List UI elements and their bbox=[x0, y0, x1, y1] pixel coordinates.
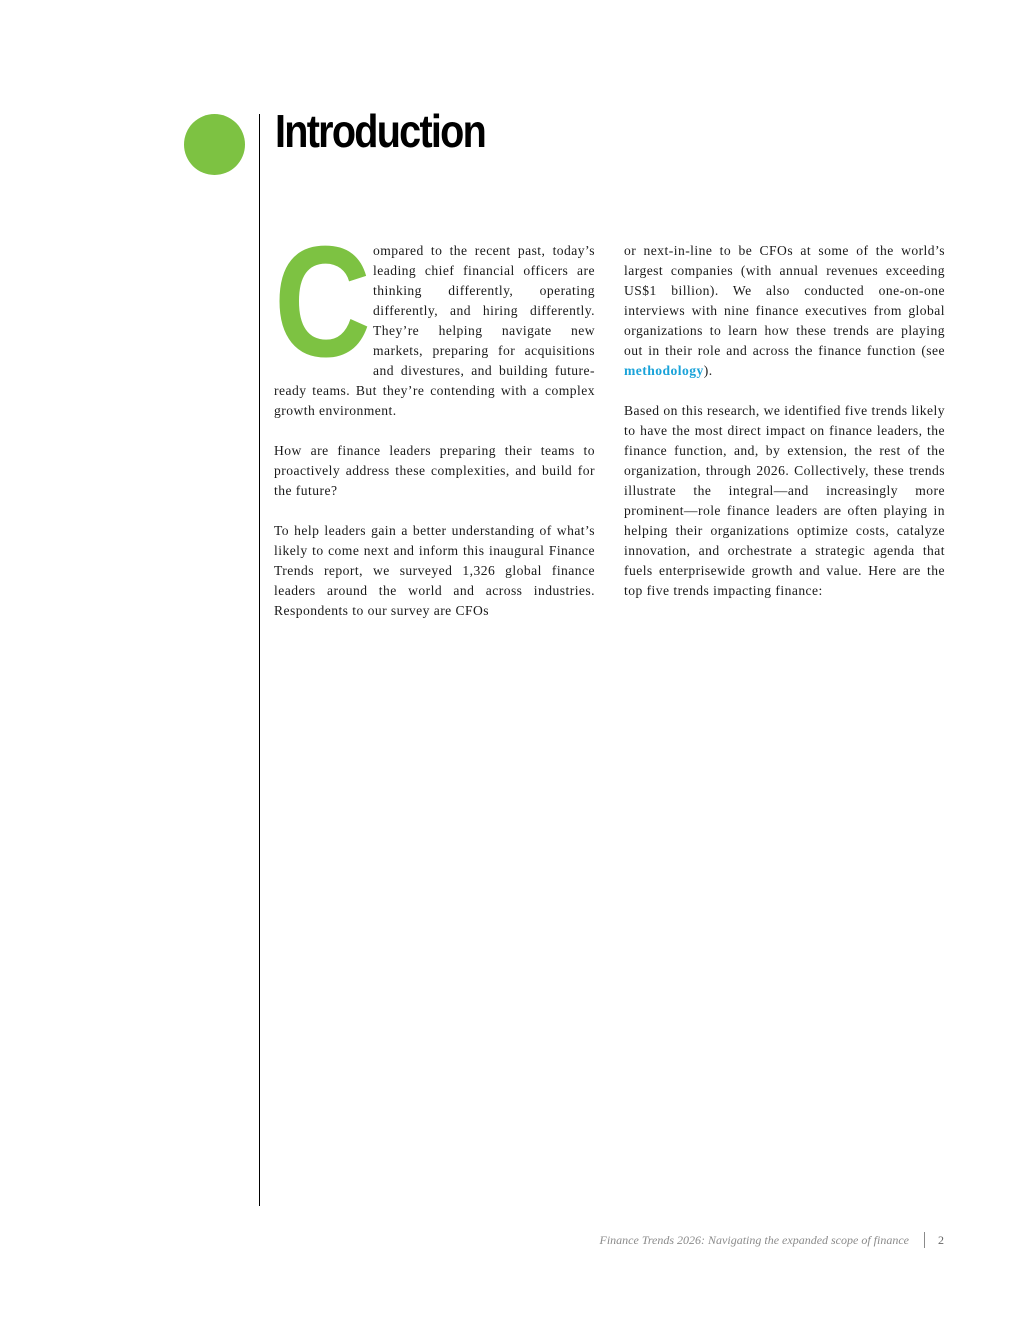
page-title: Introduction bbox=[275, 105, 486, 157]
paragraph-5: Based on this research, we identified five trends likely to have the most direct impact on finance leaders, the finance function, and, by extension, the rest of the organization, through 2026. Collectively, these trends illustrate the integral—and increasingly more prominent—role finance leaders are often playing in helping their organizations optimize costs, catalyze innovation, and orchestrate a strategic agenda that fuels enterprisewide growth and value. Here are the top five trends impacting finance: bbox=[624, 403, 945, 598]
column-right bbox=[624, 241, 945, 621]
column-left bbox=[274, 214, 595, 641]
paragraph-4-end: ). bbox=[703, 363, 713, 378]
page-number: 2 bbox=[938, 1232, 944, 1247]
section-dot-icon bbox=[184, 114, 245, 175]
paragraph-1 bbox=[274, 214, 595, 421]
footer-title: Finance Trends 2026: Navigating the expanded scope of finance bbox=[599, 1232, 909, 1247]
paragraph-4 bbox=[624, 241, 945, 381]
paragraph-4-text: or next-in-line to be CFOs at some of the world’s largest companies (with annual revenues exceeding US$1 billion). We also conducted one-on-one interviews with nine finance executives from global organizations to learn how these trends are playing out in their role and across the finance function (see bbox=[624, 243, 945, 358]
vertical-divider bbox=[259, 114, 260, 1206]
drop-cap: C bbox=[274, 214, 371, 390]
page-footer bbox=[600, 1232, 945, 1248]
footer-divider bbox=[924, 1232, 925, 1248]
paragraph-1-text: ompared to the recent past, today’s leading chief financial officers are thinking differently, operating differently, and hiring differently. They’re helping navigate new markets, preparing for acquisitions and divestures, and building future-ready teams. But they’re contending with a complex growth environment. bbox=[274, 243, 595, 418]
paragraph-2: How are finance leaders preparing their teams to proactively address these complexities, and build for the future? bbox=[274, 443, 595, 498]
paragraph-3: To help leaders gain a better understanding of what’s likely to come next and inform this inaugural Finance Trends report, we surveyed 1,326 global finance leaders around the world and across industries. Respondents to our survey are CFOs bbox=[274, 523, 595, 618]
methodology-link[interactable]: methodology bbox=[624, 363, 704, 378]
